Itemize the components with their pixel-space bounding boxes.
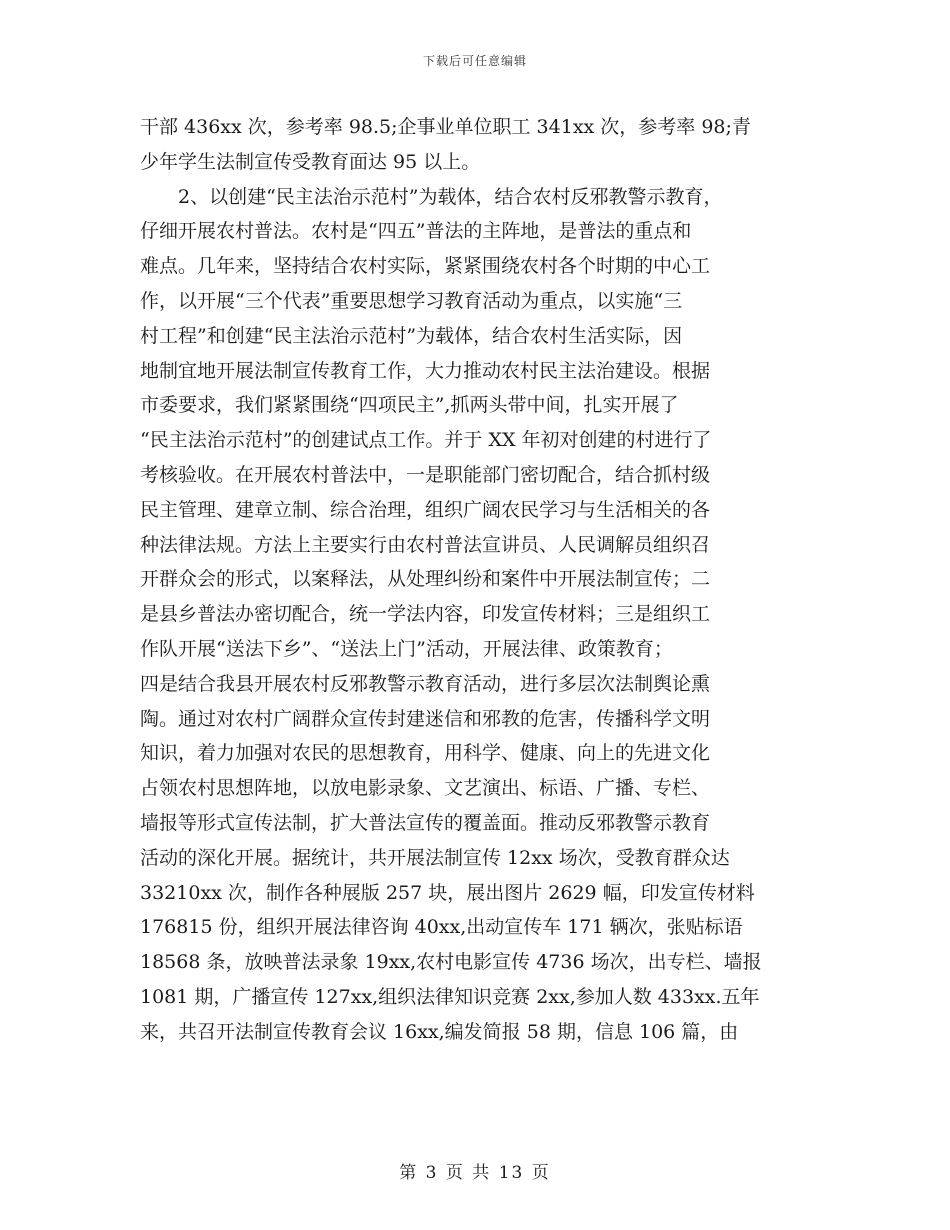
text-line: 种法律法规。方法上主要实行由农村普法宣讲员、人民调解员组织召 <box>140 533 711 556</box>
text-line: 18568 条，放映普法录象 19xx,农村电影宣传 4736 场次，出专栏、墙报 <box>140 951 762 974</box>
text-line: “民主法治示范村”的创建试点工作。并于 XX 年初对创建的村进行了 <box>140 429 712 452</box>
page-header: 下载后可任意编辑 <box>422 54 527 68</box>
text-line: 占领农村思想阵地，以放电影录象、文艺演出、标语、广播、专栏、 <box>140 777 711 800</box>
text-line: 176815 份，组织开展法律咨询 40xx,出动宣传车 171 辆次，张贴标语 <box>140 916 743 939</box>
text-line: 来，共召开法制宣传教育会议 16xx,编发简报 58 期，信息 106 篇，由 <box>140 1020 739 1043</box>
text-line: 村工程”和创建“民主法治示范村”为载体，结合农村生活实际，因 <box>140 324 683 347</box>
text-line: 四是结合我县开展农村反邪教警示教育活动，进行多层次法制舆论熏 <box>140 672 711 695</box>
page-footer: 第 3 页 共 13 页 <box>399 1163 551 1183</box>
text-line: 33210xx 次，制作各种展版 257 块，展出图片 2629 幅，印发宣传材料 <box>140 881 755 904</box>
text-line: 考核验收。在开展农村普法中，一是职能部门密切配合，结合抓村级 <box>140 463 711 486</box>
text-line: 开群众会的形式，以案释法，从处理纠纷和案件中开展法制宣传；二 <box>140 568 711 591</box>
text-line: 民主管理、建章立制、综合治理，组织广阔农民学习与生活相关的各 <box>140 498 711 521</box>
text-line: 作，以开展“三个代表”重要思想学习教育活动为重点，以实施“三 <box>140 289 683 312</box>
text-line: 活动的深化开展。据统计，共开展法制宣传 12xx 场次，受教育群众达 <box>140 846 730 869</box>
body-text <box>140 110 820 1050</box>
text-line: 地制宜地开展法制宣传教育工作，大力推动农村民主法治建设。根据 <box>140 359 711 382</box>
text-line: 作队开展“送法下乡”、“送法上门”活动，开展法律、政策教育； <box>140 637 673 660</box>
text-line: 干部 436xx 次，参考率 98.5;企事业单位职工 341xx 次，参考率 98;青 <box>140 116 751 138</box>
text-line: 市委要求，我们紧紧围绕“四项民主”,抓两头带中间，扎实开展了 <box>140 394 679 417</box>
text-line: 1081 期，广播宣传 127xx,组织法律知识竞赛 2xx,参加人数 433xx.五年 <box>140 985 760 1008</box>
text-line: 陶。通过对农村广阔群众宣传封建迷信和邪教的危害，传播科学文明 <box>140 707 711 730</box>
text-line: 难点。几年来，坚持结合农村实际，紧紧围绕农村各个时期的中心工 <box>140 255 711 278</box>
text-line: 是县乡普法办密切配合，统一学法内容，印发宣传材料；三是组织工 <box>140 603 711 626</box>
text-line: 少年学生法制宣传受教育面达 95 以上。 <box>140 150 481 173</box>
text-line: 知识，着力加强对农民的思想教育，用科学、健康、向上的先进文化 <box>140 742 711 765</box>
text-line: 仔细开展农村普法。农村是“四五”普法的主阵地，是普法的重点和 <box>140 220 692 243</box>
text-line: 墙报等形式宣传法制，扩大普法宣传的覆盖面。推动反邪教警示教育 <box>140 811 711 834</box>
text-line: 2、以创建“民主法治示范村”为载体，结合农村反邪教警示教育， <box>178 185 723 208</box>
